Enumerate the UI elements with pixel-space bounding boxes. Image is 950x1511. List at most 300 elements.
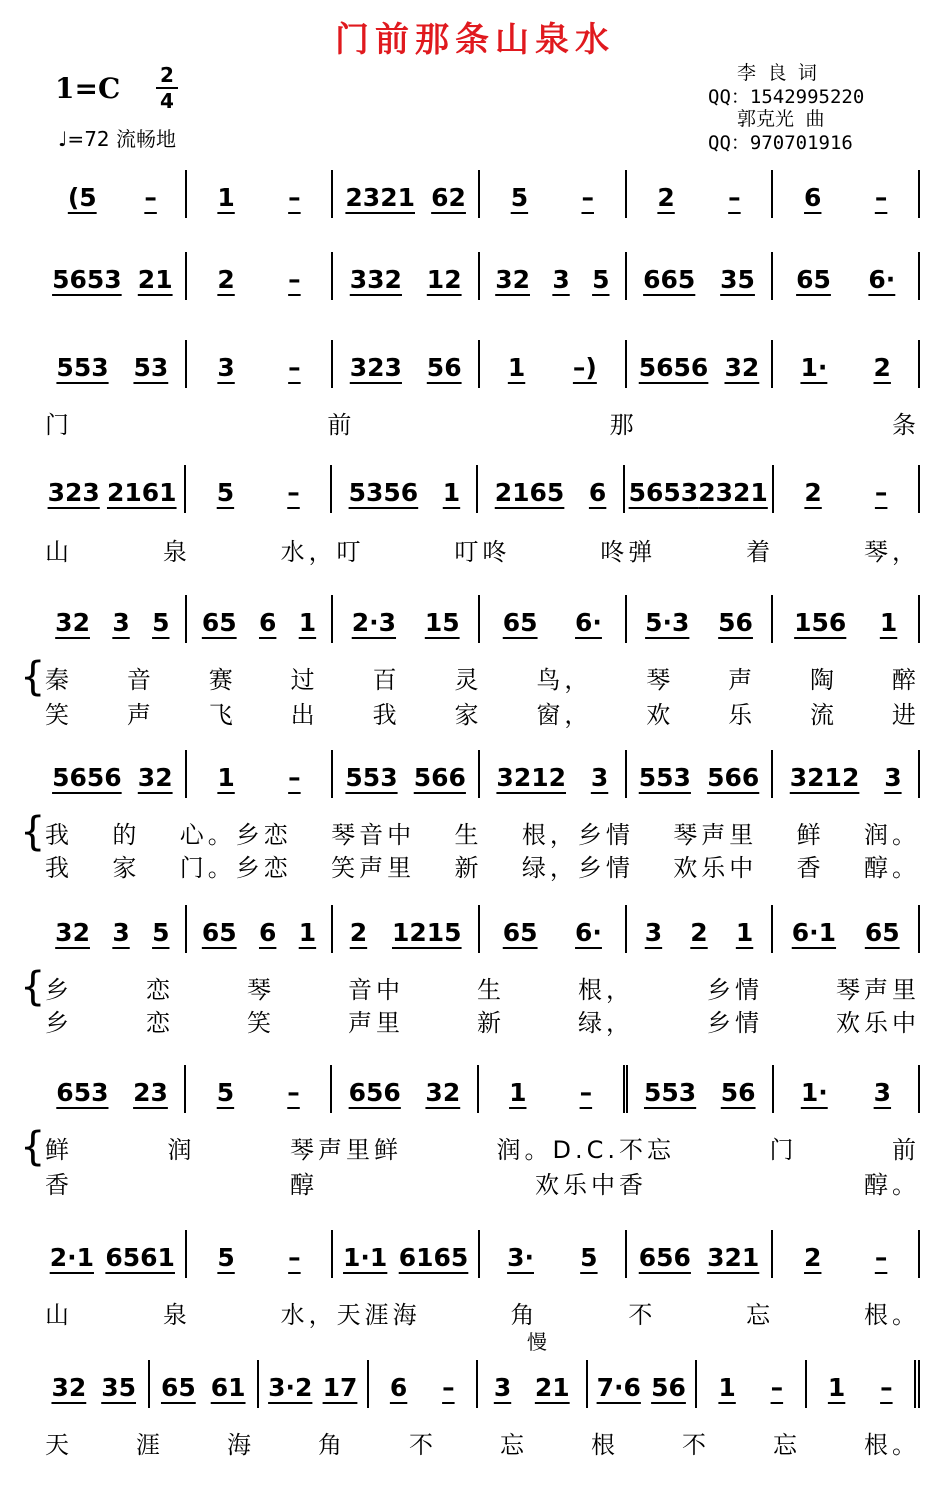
measure [627,905,774,953]
lyric-word: 润。 [864,821,920,849]
lyric-word: 香 [796,854,825,882]
note-group: 2165 [494,478,565,507]
note-group: 1215 [391,918,462,947]
lyric-line [45,815,920,850]
note-group: 32 [495,265,530,294]
note-group: 6 [258,918,277,947]
staff-row [40,1360,920,1408]
note-group: 56 [720,1078,756,1107]
staff-row [40,595,920,643]
lyric-word: 条 [891,411,920,439]
lyric-word: 我 [45,854,73,882]
note-group: 5 [217,1243,235,1272]
note-group: 2 [873,353,891,382]
note-group: 65 [502,918,538,947]
note-group: 6561 [105,1243,175,1272]
time-bottom: 4 [160,89,174,113]
lyric-word: 咚弹 [600,538,657,566]
verse-brace: { [20,654,46,700]
measure [333,595,480,643]
lyric-word: 鲜 [45,1136,73,1164]
staff-row [40,340,920,388]
tempo-marking: ♩=72 流畅地 [58,127,176,151]
measure [186,465,332,513]
note-group: – [579,1078,593,1107]
measure [478,1360,588,1408]
lyric-word: 前 [892,1136,920,1164]
lyric-word: 绿，乡情 [521,854,634,882]
note-group: 56 [426,353,462,382]
lyric-word: 百 [372,666,401,694]
measure [627,340,774,388]
measure [480,170,627,218]
note-group: 1 [879,608,898,637]
note-group: – [874,183,888,212]
note-group: 2 [804,1243,822,1272]
staff-row [40,905,920,953]
lyric-word: 前 [327,411,356,439]
lyric-word: 琴 [646,666,675,694]
measure [480,750,627,798]
lyric-line [45,1295,920,1330]
lyric-word: 窗， [536,701,593,729]
lyric-line [45,1003,920,1038]
measure [588,1360,698,1408]
lyric-word: 过 [290,666,319,694]
measure [480,252,627,300]
lyric-word: 飞 [208,701,237,729]
note-group: 1 [718,1373,736,1402]
lyric-word: 涯 [136,1431,164,1459]
note-group: 566 [413,763,466,792]
lyric-word: 恋 [146,976,174,1004]
measure [627,750,774,798]
note-group: 553 [345,763,398,792]
note-group: 1 [298,918,317,947]
note-group: 323 [47,478,100,507]
lyric-word: 鸟， [536,666,593,694]
lyric-word: 欢乐中香 [535,1171,647,1199]
lyric-word: 醉 [891,666,920,694]
note-group: 656 [348,1078,401,1107]
note-group: 2·3 [351,608,397,637]
lyric-word: 陶 [810,666,839,694]
lyric-word: 天 [45,1431,73,1459]
note-group: 3 [873,1078,892,1107]
measure [40,1065,186,1113]
note-group: – [874,1243,888,1272]
song-title: 门前那条山泉水 [335,20,615,60]
lyric-line [45,1425,920,1460]
note-group: – [442,1373,455,1402]
lyric-word: 绿， [578,1009,634,1037]
lyric-word: 音中 [348,976,404,1004]
note-group: 2 [804,478,822,507]
note-group: 3212 [496,763,567,792]
note-group: 1 [298,608,317,637]
measure [807,1360,921,1408]
note-group: 321 [707,1243,760,1272]
note-group: 35 [720,265,755,294]
measure [40,170,187,218]
lyric-word: 水，叮 [280,538,365,566]
note-group: 656 [638,1243,691,1272]
measure [697,1360,807,1408]
note-group: 5 [152,608,170,637]
measure [333,750,480,798]
lyric-word: 乡 [45,976,73,1004]
note-group: 5656 [52,763,122,792]
measure [627,1230,774,1278]
note-group: 32 [724,353,760,382]
measure [187,170,334,218]
note-group: 1 [217,183,235,212]
note-group: – [581,183,594,212]
composer-qq: QQ：970701916 [708,132,853,154]
note-group: 3 [590,763,609,792]
note-group: 3 [644,918,663,947]
lyric-line [45,848,920,883]
note-group: 1 [735,918,754,947]
note-group: 3· [507,1243,534,1272]
lyric-word: 根，乡情 [521,821,634,849]
note-group: 5 [152,918,170,947]
note-group: – [288,763,301,792]
lyric-word: 山 [45,1301,73,1329]
note-group: 1 [442,478,461,507]
note-group: – [728,183,741,212]
note-group: –) [572,353,597,382]
lyric-word: 忘 [773,1431,801,1459]
note-group: 1 [827,1373,846,1402]
staff-row [40,1230,920,1278]
note-group: 56 [718,608,753,637]
measure [773,340,920,388]
note-group: 6 [804,183,822,212]
measure [259,1360,369,1408]
measure [369,1360,479,1408]
lyric-line [45,970,920,1005]
verse-brace: { [20,809,46,855]
lyric-word: 灵 [454,666,483,694]
lyric-word: 忘 [746,1301,775,1329]
measure [774,465,920,513]
note-group: – [770,1373,784,1402]
note-group: 3 [112,918,130,947]
measure [40,750,187,798]
lyric-word: 叮咚 [454,538,511,566]
note-group: 156 [794,608,847,637]
verse-brace: { [20,964,46,1010]
lyric-word: 着 [746,538,775,566]
note-group: 32 [425,1078,461,1107]
measure [480,595,627,643]
lyric-word: 门 [45,411,73,439]
note-group: 3 [552,265,570,294]
lyric-word: 流 [810,701,839,729]
measure [773,170,920,218]
lyric-word: 新 [454,854,483,882]
note-group: 6· [575,608,602,637]
note-group: 65 [864,918,900,947]
note-group: 15 [424,608,460,637]
lyric-line [45,405,920,440]
lyric-word: 出 [290,701,319,729]
time-signature [156,64,178,112]
measure [150,1360,260,1408]
lyric-word: 欢乐中 [836,1009,920,1037]
measure [40,905,187,953]
note-group: 21 [534,1373,570,1402]
lyric-word: 笑 [45,701,73,729]
measure [627,595,774,643]
note-group: 6· [868,265,896,294]
measure [332,465,478,513]
note-group: 1· [800,353,828,382]
lyric-line [45,660,920,695]
lyric-word: 乡 [45,1009,73,1037]
measure [186,1065,332,1113]
note-group: 3 [217,353,235,382]
lyric-word: 海 [227,1431,255,1459]
note-group: 566 [707,763,760,792]
lyricist: 李 良 词 [737,62,817,84]
lyric-word: 进 [891,701,920,729]
lyric-word: 家 [112,854,141,882]
lyric-word: 生 [477,976,505,1004]
measure [625,465,774,513]
measure [627,252,774,300]
lyric-word: 根 [591,1431,619,1459]
lyric-word: 的 [112,821,141,849]
note-group: 6· [575,918,602,947]
note-group: 5 [592,265,610,294]
lyric-word: 泉 [162,1301,191,1329]
lyric-word: 欢乐中 [673,854,758,882]
staff-row [40,750,920,798]
lyricist-qq: QQ：1542995220 [708,86,865,108]
note-group: 35 [101,1373,137,1402]
lyric-line [45,532,920,567]
lyric-word: 根。 [863,1301,920,1329]
note-group: 2321 [698,478,768,507]
lyric-word: 家 [454,701,483,729]
key-signature: 1=C [55,72,121,105]
lyric-word: 我 [372,701,401,729]
note-group: – [288,353,301,382]
note-group: – [288,265,301,294]
lyric-word: 乡情 [707,1009,763,1037]
measure [773,252,920,300]
measure [480,1230,627,1278]
note-group: 32 [137,763,173,792]
measure [773,750,920,798]
note-group: 3 [112,608,130,637]
lyric-line [45,1165,920,1200]
note-group: 553 [56,353,109,382]
measure [187,340,334,388]
note-group: 2 [690,918,708,947]
note-group: 5 [216,1078,235,1107]
note-group: 65 [796,265,831,294]
note-group: 2 [349,918,368,947]
lyric-word: 笑声里 [331,854,416,882]
note-group: 32 [55,608,90,637]
lyric-word: 声 [728,666,757,694]
lyric-word: 水，天涯海 [280,1301,421,1329]
lyric-line [45,1130,920,1165]
note-group: – [874,478,888,507]
note-group: 6 [588,478,607,507]
lyric-word: 门 [769,1136,798,1164]
lyric-word: 润。D.C.不忘 [496,1136,675,1164]
note-group: 1 [507,353,526,382]
lyric-word: 那 [609,411,638,439]
note-group: – [144,183,157,212]
measure [40,340,187,388]
lyric-word: 恋 [146,1009,174,1037]
note-group: – [288,183,301,212]
lyric-word: 笑 [247,1009,275,1037]
note-group: (5 [67,183,97,212]
lyric-word: 音 [126,666,155,694]
note-group: 5653 [52,265,122,294]
note-group: 2 [657,183,675,212]
verse-brace: { [20,1124,46,1170]
note-group: 56 [651,1373,686,1402]
note-group: 6·1 [791,918,837,947]
note-group: 665 [643,265,696,294]
lyric-word: 香 [45,1171,73,1199]
measure [480,340,627,388]
lyric-word: 不 [628,1301,657,1329]
measure [40,1230,187,1278]
note-group: 32 [51,1373,87,1402]
lyric-word: 不 [682,1431,710,1459]
measure [40,1360,150,1408]
note-group: 7·6 [596,1373,641,1402]
lyric-word: 秦 [45,666,73,694]
note-group: 12 [426,265,462,294]
note-group: 2321 [345,183,415,212]
note-group: 61 [210,1373,246,1402]
note-group: 5·3 [645,608,690,637]
lyric-word: 欢 [646,701,675,729]
note-group: 553 [638,763,691,792]
lyric-word: 赛 [208,666,237,694]
measure [479,1065,628,1113]
note-group: 323 [349,353,402,382]
measure [187,750,334,798]
lyric-word: 角 [318,1431,346,1459]
lyric-word: 鲜 [796,821,825,849]
measure [187,595,334,643]
note-group: 5356 [348,478,419,507]
measure [774,1065,920,1113]
lyric-word: 乡情 [707,976,763,1004]
lyric-word: 忘 [500,1431,528,1459]
lyric-word: 醇。 [864,1171,920,1199]
note-group: 2·1 [49,1243,94,1272]
note-group: 23 [133,1078,168,1107]
measure [333,905,480,953]
note-group: 32 [55,918,90,947]
measure [332,1065,478,1113]
lyric-word: 琴音中 [331,821,416,849]
measure [628,1065,774,1113]
lyric-word: 山 [45,538,73,566]
note-group: 5656 [638,353,709,382]
measure [333,170,480,218]
note-group: 17 [322,1373,358,1402]
note-group: 332 [349,265,402,294]
measure [187,252,334,300]
staff-row [40,170,920,218]
note-group: 62 [431,183,466,212]
lyric-word: 新 [477,1009,505,1037]
measure [187,905,334,953]
slow-marking: 慢 [527,1330,547,1354]
measure [40,595,187,643]
lyric-word: 醇 [290,1171,318,1199]
lyric-line [45,695,920,730]
measure [478,465,624,513]
composer: 郭克光 曲 [737,108,825,130]
note-group: 3 [493,1373,512,1402]
lyric-word: 我 [45,821,73,849]
measure [627,170,774,218]
note-group: 1 [217,763,235,792]
measure [40,465,186,513]
note-group: 5 [510,183,529,212]
lyric-word: 琴， [863,538,920,566]
note-group: 53 [133,353,169,382]
note-group: 3·2 [268,1373,313,1402]
measure [773,1230,920,1278]
note-group: 21 [137,265,173,294]
note-group: 65 [160,1373,196,1402]
lyric-word: 琴声里鲜 [290,1136,402,1164]
note-group: 653 [56,1078,109,1107]
measure [333,252,480,300]
lyric-word: 角 [510,1301,539,1329]
lyric-word: 润 [167,1136,196,1164]
measure [333,1230,480,1278]
note-group: – [288,1243,301,1272]
note-group: 65 [201,918,237,947]
note-group: 65 [201,608,237,637]
measure [773,905,920,953]
note-group: 5 [580,1243,598,1272]
note-group: – [287,1078,300,1107]
note-group: 3212 [789,763,860,792]
note-group: 5653 [628,478,699,507]
note-group: 6165 [398,1243,469,1272]
staff-row [40,252,920,300]
lyric-word: 醇。 [864,854,920,882]
note-group: 1 [509,1078,527,1107]
lyric-word: 泉 [162,538,191,566]
lyric-word: 根。 [864,1431,920,1459]
note-group: 5 [216,478,235,507]
lyric-word: 门。乡恋 [179,854,292,882]
measure [480,905,627,953]
lyric-word: 乐 [728,701,757,729]
measure [773,595,920,643]
lyric-word: 不 [409,1431,437,1459]
note-group: 65 [502,608,538,637]
lyric-word: 琴声里 [673,821,758,849]
